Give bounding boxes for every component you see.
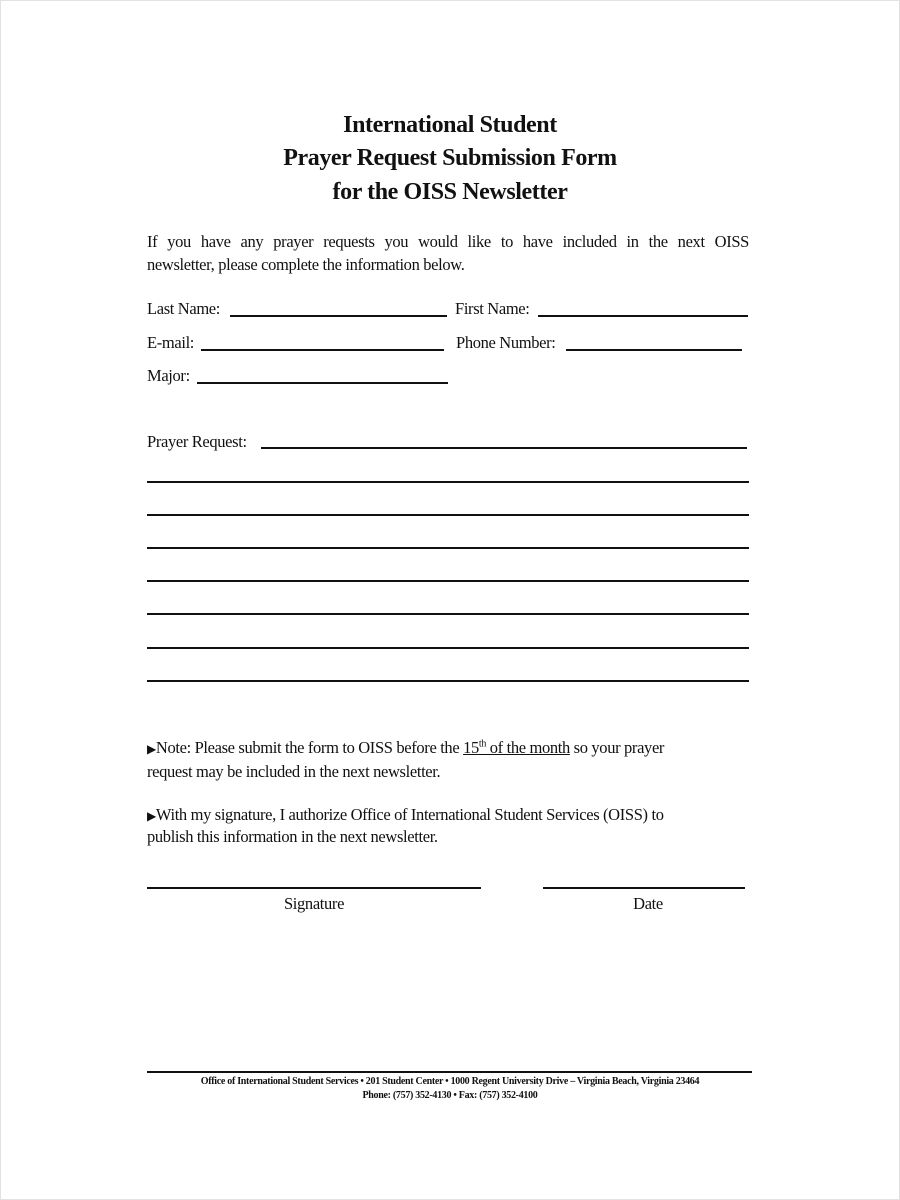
prayer-request-label: Prayer Request: <box>147 432 247 451</box>
footer-divider <box>147 1071 752 1073</box>
phone-label: Phone Number: <box>456 333 556 352</box>
note-line-1 <box>147 738 664 758</box>
deadline-day: 15 <box>463 738 479 757</box>
prayer-request-line[interactable] <box>147 481 749 483</box>
prayer-request-line[interactable] <box>147 613 749 615</box>
prayer-request-line[interactable] <box>147 547 749 549</box>
note-line-2: request may be included in the next newsletter. <box>147 762 441 781</box>
email-field[interactable] <box>201 349 444 351</box>
title-line-1: International Student <box>343 112 557 138</box>
footer-address: Office of International Student Services • 201 Student Center • 1000 Regent University Drive – Virginia Beach, Virginia 23464 <box>200 1076 700 1087</box>
email-label: E-mail: <box>147 333 195 352</box>
signature-label: Signature <box>283 894 345 913</box>
authorize-text: With my signature, I authorize Office of International Student Services (OISS) to <box>155 805 664 824</box>
intro-line-1: If you have any prayer requests you would like to have included in the next OISS <box>147 232 749 251</box>
authorize-line-2: publish this information in the next newsletter. <box>147 827 438 846</box>
first-name-field[interactable] <box>538 315 748 317</box>
last-name-field[interactable] <box>230 315 447 317</box>
prayer-request-line[interactable] <box>147 514 749 516</box>
phone-field[interactable] <box>566 349 742 351</box>
intro-line-2: newsletter, please complete the information below. <box>147 255 465 274</box>
prayer-request-line[interactable] <box>147 647 749 649</box>
footer-contact: Phone: (757) 352-4130 • Fax: (757) 352-4100 <box>362 1090 538 1101</box>
date-field[interactable] <box>543 887 745 889</box>
major-label: Major: <box>147 366 190 385</box>
prayer-request-field[interactable] <box>261 447 747 449</box>
signature-field[interactable] <box>147 887 481 889</box>
prayer-request-line[interactable] <box>147 580 749 582</box>
title-line-2: Prayer Request Submission Form <box>283 145 617 171</box>
major-field[interactable] <box>197 382 448 384</box>
title-line-3: for the OISS Newsletter <box>332 179 568 205</box>
deadline-text <box>463 738 570 757</box>
deadline-suffix: th <box>478 738 486 750</box>
first-name-label: First Name: <box>455 299 530 318</box>
date-label: Date <box>633 894 663 913</box>
deadline-month: of the month <box>485 738 570 757</box>
arrow-right-icon: ▶ <box>147 742 156 756</box>
note-text: Note: Please submit the form to OISS before the <box>155 738 464 757</box>
authorize-line-1 <box>147 805 664 825</box>
note-text-end: so your prayer <box>569 738 665 757</box>
last-name-label: Last Name: <box>147 299 221 318</box>
arrow-right-icon: ▶ <box>147 809 156 823</box>
prayer-request-line[interactable] <box>147 680 749 682</box>
